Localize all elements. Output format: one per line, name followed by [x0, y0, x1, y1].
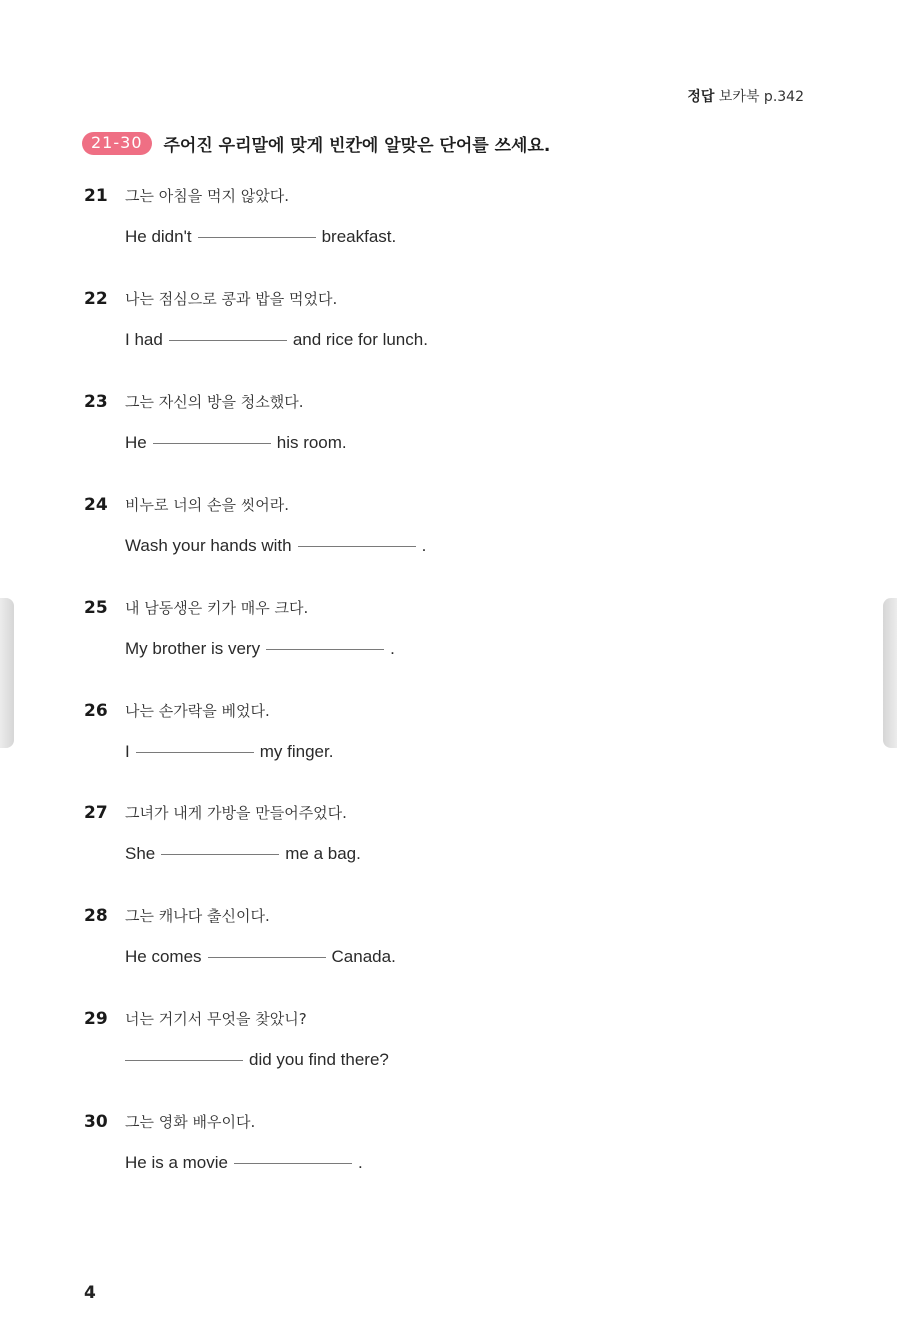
sentence-after-blank: my finger. — [259, 742, 334, 761]
question-21 — [84, 185, 784, 247]
korean-prompt: 그는 자신의 방을 청소했다. — [125, 393, 304, 411]
korean-prompt: 그녀가 내게 가방을 만들어주었다. — [125, 804, 347, 822]
english-sentence — [125, 742, 784, 762]
sentence-before-blank: Wash your hands with — [125, 536, 292, 555]
english-sentence — [125, 433, 784, 453]
question-number: 30 — [84, 1112, 108, 1132]
question-number: 25 — [84, 598, 108, 618]
question-number: 28 — [84, 906, 108, 926]
korean-prompt: 나는 손가락을 베었다. — [125, 702, 270, 720]
korean-prompt: 그는 캐나다 출신이다. — [125, 907, 270, 925]
question-number: 29 — [84, 1009, 108, 1029]
sentence-before-blank: She — [125, 844, 156, 863]
answer-blank — [198, 237, 316, 238]
sentence-before-blank: My brother is very — [125, 639, 261, 658]
question-25 — [84, 597, 784, 659]
question-number: 23 — [84, 392, 108, 412]
answer-reference — [687, 86, 804, 106]
korean-prompt: 그는 아침을 먹지 않았다. — [125, 187, 289, 205]
english-sentence — [125, 947, 784, 967]
sentence-before-blank: I — [125, 742, 130, 761]
answer-blank — [208, 957, 326, 958]
right-page-edge-tab — [883, 598, 897, 748]
sentence-before-blank: He — [125, 433, 147, 452]
answer-blank — [266, 649, 384, 650]
question-number: 22 — [84, 289, 108, 309]
question-range-badge: 21-30 — [82, 132, 152, 155]
instruction-heading — [82, 131, 550, 156]
question-22 — [84, 288, 784, 350]
answer-blank — [234, 1163, 352, 1164]
english-sentence — [125, 1153, 784, 1173]
question-30 — [84, 1111, 784, 1173]
sentence-after-blank: . — [357, 1153, 363, 1172]
sentence-before-blank: I had — [125, 330, 163, 349]
sentence-after-blank: me a bag. — [285, 844, 361, 863]
sentence-after-blank: breakfast. — [321, 227, 397, 246]
question-27 — [84, 802, 784, 864]
sentence-after-blank: . — [421, 536, 427, 555]
answer-label: 정답 — [687, 89, 715, 105]
question-28 — [84, 905, 784, 967]
sentence-before-blank: He didn't — [125, 227, 192, 246]
sentence-before-blank: He is a movie — [125, 1153, 228, 1172]
korean-prompt: 그는 영화 배우이다. — [125, 1113, 256, 1131]
english-sentence — [125, 1050, 784, 1070]
left-page-edge-tab — [0, 598, 14, 748]
question-23 — [84, 391, 784, 453]
english-sentence — [125, 330, 784, 350]
answer-blank — [169, 340, 287, 341]
answer-blank — [161, 854, 279, 855]
answer-blank — [153, 443, 271, 444]
sentence-after-blank: and rice for lunch. — [292, 330, 428, 349]
sentence-after-blank: . — [390, 639, 395, 658]
question-number: 26 — [84, 701, 108, 721]
answer-blank — [136, 752, 254, 753]
sentence-after-blank: his room. — [276, 433, 347, 452]
korean-prompt: 비누로 너의 손을 씻어라. — [125, 496, 289, 514]
page-number: 4 — [84, 1283, 96, 1303]
korean-prompt: 나는 점심으로 콩과 밥을 먹었다. — [125, 290, 338, 308]
question-24 — [84, 494, 784, 556]
answer-blank — [125, 1060, 243, 1061]
korean-prompt: 내 남동생은 키가 매우 크다. — [125, 599, 309, 617]
question-29 — [84, 1008, 784, 1070]
english-sentence — [125, 639, 784, 659]
question-26 — [84, 700, 784, 762]
answer-page-ref: 보카북 p.342 — [718, 89, 804, 105]
english-sentence — [125, 227, 784, 247]
question-number: 21 — [84, 186, 108, 206]
answer-blank — [298, 546, 416, 547]
question-number: 24 — [84, 495, 108, 515]
korean-prompt: 너는 거기서 무엇을 찾았니? — [125, 1010, 307, 1028]
question-number: 27 — [84, 803, 108, 823]
sentence-after-blank: Canada. — [331, 947, 396, 966]
english-sentence — [125, 844, 784, 864]
sentence-after-blank: did you find there? — [249, 1050, 389, 1069]
instruction-text: 주어진 우리말에 맞게 빈칸에 알맞은 단어를 쓰세요. — [163, 136, 551, 156]
english-sentence — [125, 536, 784, 556]
sentence-before-blank: He comes — [125, 947, 202, 966]
